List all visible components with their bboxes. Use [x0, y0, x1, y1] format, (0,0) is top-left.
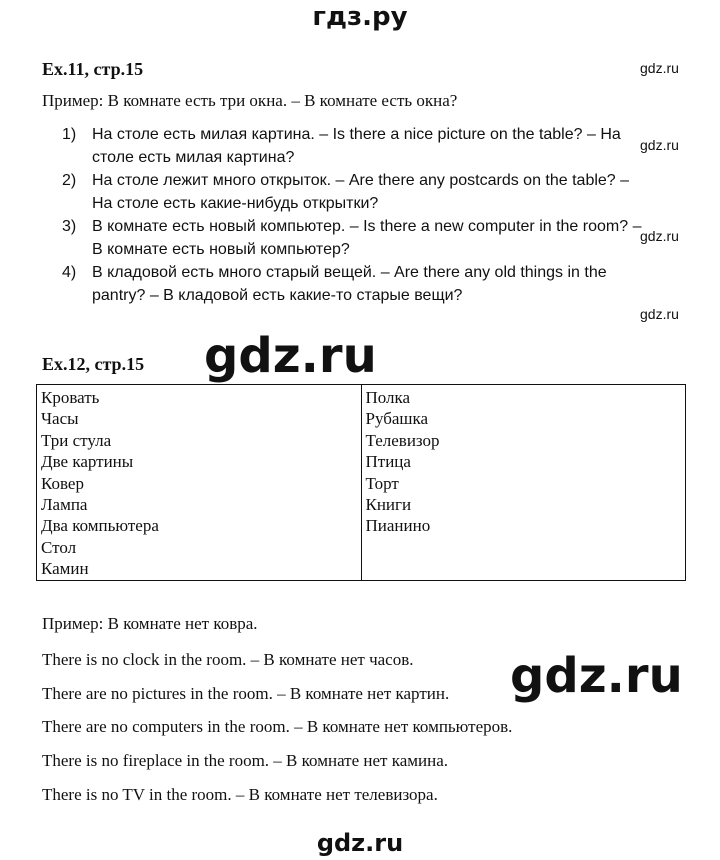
watermark-large: gdz.ru	[510, 648, 683, 704]
watermark-small: gdz.ru	[640, 228, 679, 244]
item-line: В комнате есть новый компьютер?	[92, 241, 350, 258]
item-line: pantry? – В кладовой есть какие-то старые вещи?	[92, 287, 463, 304]
item-number: 3)	[62, 218, 77, 235]
item-line: В кладовой есть много старый вещей. – Are there any old things in the	[92, 264, 607, 281]
table-cell: Три стула	[41, 430, 112, 450]
ex12-heading: Ex.12, стр.15	[42, 354, 145, 374]
table-cell: Книги	[365, 495, 412, 515]
table-cell: Часы	[41, 409, 79, 429]
answer-line: There is no TV in the room. – В комнате нет телевизора.	[42, 785, 438, 804]
item-line: столе есть милая картина?	[92, 149, 295, 166]
item-line: В комнате есть новый компьютер. – Is there a new computer in the room? –	[92, 218, 642, 235]
site-header: гдз.ру	[312, 2, 408, 32]
table-cell: Торт	[365, 473, 399, 493]
table-cell: Стол	[41, 537, 77, 557]
ex11-heading: Ex.11, стр.15	[42, 59, 144, 79]
item-line: На столе лежит много открыток. – Are there any postcards on the table? –	[92, 172, 630, 189]
table-cell: Лампа	[41, 495, 88, 515]
answer-line: There is no fireplace in the room. – В комнате нет камина.	[42, 751, 449, 770]
table-cell: Кровать	[41, 388, 100, 407]
answer-line: There is no clock in the room. – В комнате нет часов.	[42, 650, 414, 669]
site-footer: gdz.ru	[316, 829, 404, 857]
item-number: 2)	[62, 172, 77, 189]
ex12-example: Пример: В комнате нет ковра.	[42, 614, 258, 633]
table-cell: Птица	[365, 452, 411, 472]
item-number: 4)	[62, 264, 77, 281]
ex12-answers	[42, 0, 682, 860]
ex11-example: Пример: В комнате есть три окна. – В комнате есть окна?	[42, 91, 458, 110]
watermark-large: gdz.ru	[204, 328, 377, 384]
item-number: 1)	[62, 126, 77, 143]
answer-line: There are no computers in the room. – В комнате нет компьютеров.	[42, 717, 513, 736]
table-cell: Два компьютера	[41, 516, 159, 536]
table-cell: Камин	[41, 559, 89, 579]
watermark-small: gdz.ru	[640, 137, 679, 153]
watermark-small: gdz.ru	[640, 60, 679, 76]
item-line: На столе есть какие-нибудь открытки?	[92, 195, 379, 212]
table-cell: Телевизор	[365, 430, 440, 450]
watermark-small: gdz.ru	[640, 306, 679, 322]
table-cell: Две картины	[41, 452, 134, 472]
table-cell: Полка	[365, 388, 411, 407]
table-cell: Рубашка	[365, 409, 429, 429]
table-cell: Ковер	[41, 473, 84, 493]
answer-line: There are no pictures in the room. – В комнате нет картин.	[42, 684, 450, 703]
table-cell: Пианино	[365, 516, 431, 536]
item-line: На столе есть милая картина. – Is there a nice picture on the table? – На	[92, 126, 621, 143]
